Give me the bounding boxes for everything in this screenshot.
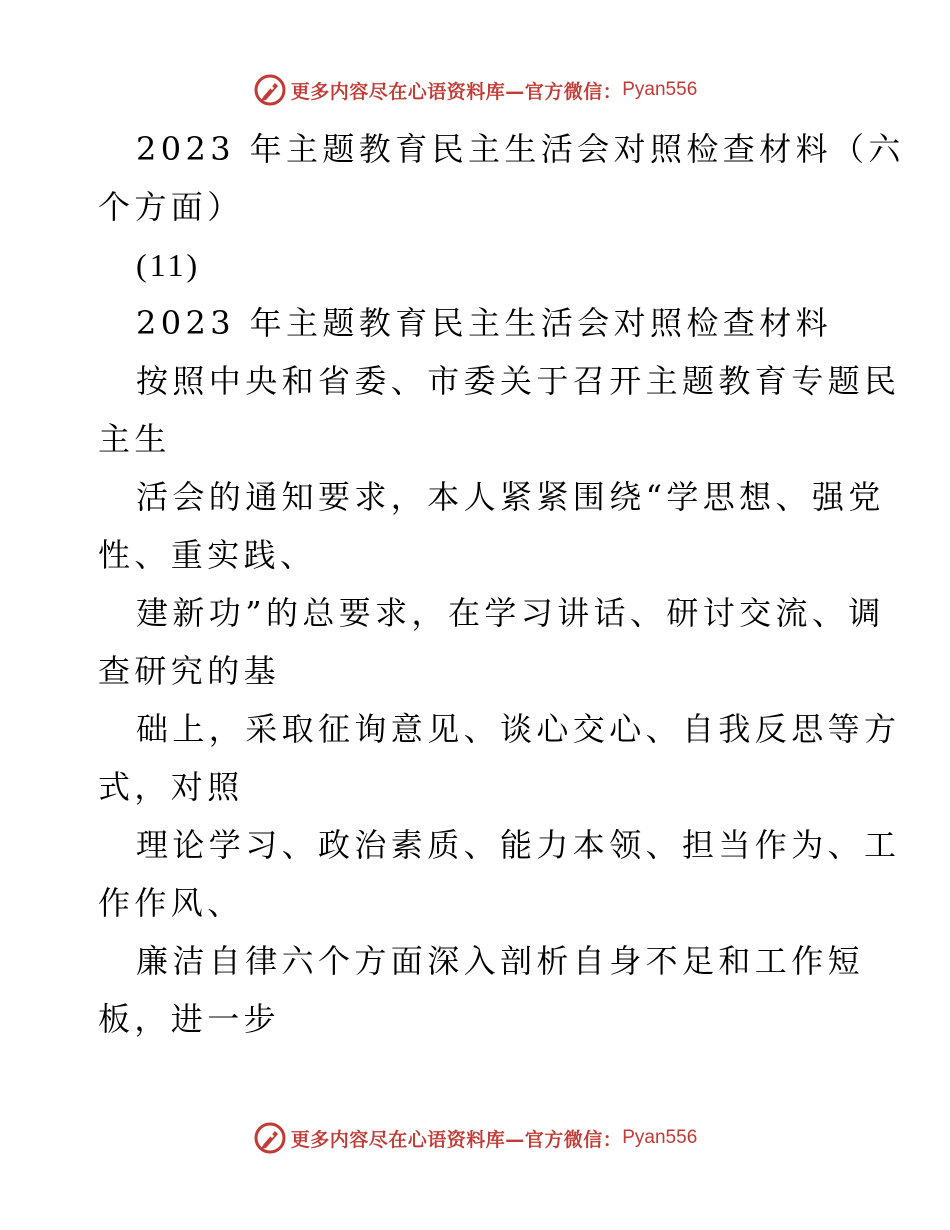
text-line: 按照中央和省委、市委关于召开主题教育专题民 [136,362,901,400]
text-line: 查研究的基 [98,652,281,690]
text-line: (11) [136,247,201,283]
pen-nib-logo-icon [253,1121,287,1155]
text-line: 建新功”的总要求，在学习讲话、研讨交流、调 [136,594,885,632]
text-line: 式，对照 [98,768,244,806]
text-line: 2023 年主题教育民主生活会对照检查材料 [136,304,833,342]
text-line: 作作风、 [98,884,244,922]
text-line: 础上，采取征询意见、谈心交心、自我反思等方 [136,710,901,748]
header-watermark [0,70,950,110]
text-line: 活会的通知要求，本人紧紧围绕“学思想、强党 [136,478,885,516]
text-line: 主生 [98,420,171,458]
pen-nib-logo-icon [253,73,287,107]
watermark-text: 更多内容尽在心语资料库—官方微信： [290,1128,623,1151]
watermark-account: Pyan556 [622,1127,698,1148]
text-line: 2023 年主题教育民主生活会对照检查材料（六 [136,130,905,168]
watermark-account: Pyan556 [622,79,698,100]
text-line: 性、重实践、 [98,536,317,574]
watermark-text: 更多内容尽在心语资料库—官方微信： [290,80,623,103]
text-line: 理论学习、政治素质、能力本领、担当作为、工 [136,826,901,864]
text-line: 个方面） [98,188,244,226]
text-line: 廉洁自律六个方面深入剖析自身不足和工作短 [136,942,865,980]
text-line: 板，进一步 [98,1000,281,1038]
footer-watermark [0,1118,950,1158]
